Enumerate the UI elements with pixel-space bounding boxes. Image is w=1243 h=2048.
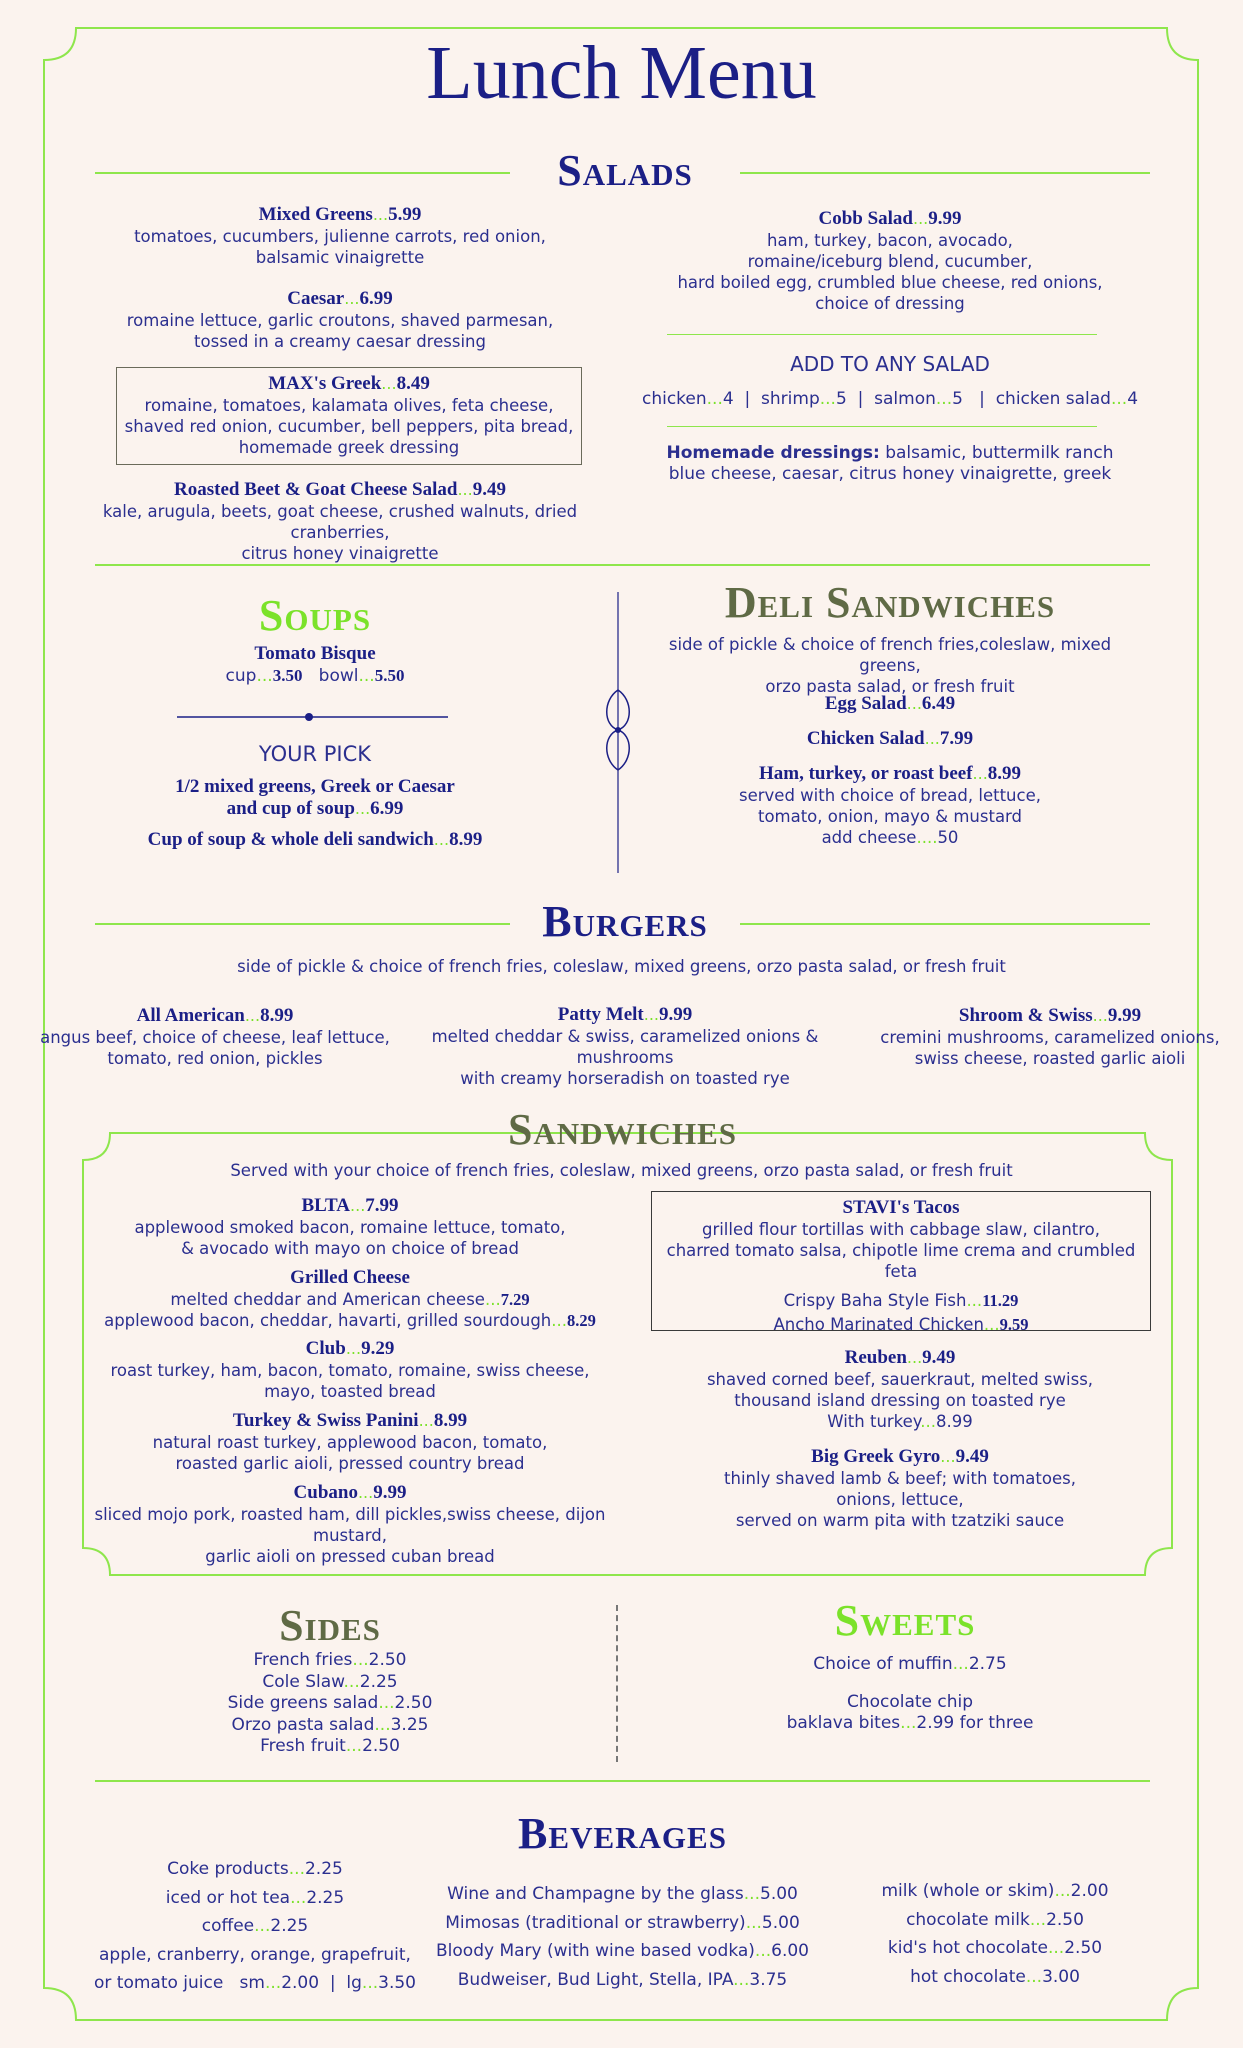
side-item: Orzo pasta salad...3.25 xyxy=(231,1714,429,1735)
beverages-heading: Beverages xyxy=(518,1809,727,1858)
add-rule-bottom xyxy=(667,426,1097,427)
beverage-item: milk (whole or skim)...2.00 xyxy=(881,1881,1109,1901)
sweets-baklava: Chocolate chip baklava bites...2.99 for three xyxy=(786,1692,1034,1733)
add-to-salad-heading: ADD TO ANY SALAD xyxy=(790,352,990,376)
beverage-item: Bloody Mary (with wine based vodka)...6.00 xyxy=(436,1941,809,1961)
rule-before-beverages xyxy=(95,1780,1150,1782)
your-pick-heading: YOUR PICK xyxy=(258,742,372,766)
burger-shroom-swiss: Shroom & Swiss...9.99 cremini mushrooms, caramelized onions, swiss cheese, roasted garlic aioli xyxy=(880,1005,1220,1068)
deli-ham-turkey: Ham, turkey, or roast beef...8.99 served with choice of bread, lettuce, tomato, onion, mayo & mustard add cheese....50 xyxy=(739,763,1041,847)
sweets-muffin: Choice of muffin...2.75 xyxy=(813,1654,1007,1674)
beverages-col-3 xyxy=(845,1877,1145,1991)
burgers-rule-right xyxy=(740,923,1150,925)
add-to-salad-options: chicken...4 | shrimp...5 | salmon...5 | chicken salad...4 xyxy=(641,389,1139,409)
add-rule-top xyxy=(667,334,1097,335)
beverage-item: chocolate milk...2.50 xyxy=(906,1909,1084,1930)
deli-chicken-salad: Chicken Salad...7.99 xyxy=(806,728,974,749)
side-item: Side greens salad...2.50 xyxy=(227,1693,433,1713)
sandwich-grilled-cheese: Grilled Cheese melted cheddar and American cheese...7.29 applewood bacon, cheddar, havarti, grilled sourdough...8.29 xyxy=(104,1267,596,1330)
rule-after-salads xyxy=(95,564,1150,566)
sandwich-club: Club...9.29 roast turkey, ham, bacon, tomato, romaine, swiss cheese, mayo, toasted bread xyxy=(110,1338,590,1401)
salad-mixed-greens: Mixed Greens...5.99 tomatoes, cucumbers, julienne carrots, red onion, balsamic vinaigrette xyxy=(134,204,546,267)
beverage-item: hot chocolate...3.00 xyxy=(910,1966,1080,1987)
salads-rule-right xyxy=(740,172,1150,174)
sandwiches-subtitle: Served with your choice of french fries, coleslaw, mixed greens, orzo pasta salad, or fresh fruit xyxy=(230,1161,1013,1180)
burgers-subtitle: side of pickle & choice of french fries, coleslaw, mixed greens, orzo pasta salad, or fresh fruit xyxy=(237,957,1006,976)
beverages-col-1 xyxy=(90,1855,420,1998)
side-item: Cole Slaw...2.25 xyxy=(262,1671,398,1692)
sandwich-blta: BLTA...7.99 applewood smoked bacon, romaine lettuce, tomato, & avocado with mayo on choice of bread xyxy=(134,1195,566,1258)
soup-tomato-bisque: Tomato Bisque cup...3.50 bowl...5.50 xyxy=(225,643,405,686)
beverage-item: coffee...2.25 xyxy=(201,1916,309,1936)
beverage-item: kid's hot chocolate...2.50 xyxy=(887,1938,1103,1958)
sandwich-cubano: Cubano...9.99 sliced mojo pork, roasted ham, dill pickles,swiss cheese, dijon mustard, garlic aioli on pressed cuban bread xyxy=(94,1482,606,1566)
sandwich-turkey-swiss-panini: Turkey & Swiss Panini...8.99 natural roast turkey, applewood bacon, tomato, roasted garlic aioli, pressed country bread xyxy=(152,1410,548,1473)
stavis-tacos-box: STAVI's Tacos grilled flour tortillas with cabbage slaw, cilantro, charred tomato salsa, chipotle lime crema and crumbled feta Crispy Baha Style Fish...11.29 Ancho Marinated Chicken...9.59 xyxy=(651,1191,1151,1331)
burgers-rule-left xyxy=(95,923,510,925)
beverages-col-2 xyxy=(430,1880,815,1994)
soup-deli-combo: Cup of soup & whole deli sandwich...8.99 xyxy=(147,829,483,850)
soups-heading: Soups xyxy=(258,591,372,640)
sides-list xyxy=(180,1650,480,1758)
your-pick-combo: 1/2 mixed greens, Greek or Caesar and cup of soup...6.99 xyxy=(175,776,455,819)
beverage-item: or tomato juice sm...2.00 | lg...3.50 xyxy=(93,1973,416,1993)
salad-cobb: Cobb Salad...9.99 ham, turkey, bacon, avocado, romaine/iceburg blend, cucumber, hard boiled egg, crumbled blue cheese, red onions, choice of dressing xyxy=(677,208,1103,313)
deli-egg-salad: Egg Salad...6.49 xyxy=(824,693,956,714)
salads-heading: Salads xyxy=(557,146,693,195)
salads-rule-left xyxy=(95,172,510,174)
beverage-item: Mimosas (traditional or strawberry)...5.00 xyxy=(445,1912,800,1933)
salad-roasted-beet: Roasted Beet & Goat Cheese Salad...9.49 kale, arugula, beets, goat cheese, crushed walnuts, dried cranberries, citrus honey vinaigrette xyxy=(102,479,578,563)
burger-all-american: All American...8.99 angus beef, choice of cheese, leaf lettuce, tomato, red onion, pickles xyxy=(40,1005,390,1068)
beverage-item: Budweiser, Bud Light, Stella, IPA...3.75 xyxy=(457,1969,788,1990)
sides-sweets-divider xyxy=(616,1605,618,1762)
beverage-item: apple, cranberry, orange, grapefruit, xyxy=(99,1944,411,1965)
sandwich-big-greek-gyro: Big Greek Gyro...9.49 thinly shaved lamb & beef; with tomatoes, onions, lettuce, served on warm pita with tzatziki sauce xyxy=(724,1446,1076,1530)
burgers-heading: Burgers xyxy=(542,897,708,946)
salad-caesar: Caesar...6.99 romaine lettuce, garlic croutons, shaved parmesan, tossed in a creamy caesar dressing xyxy=(126,288,554,351)
ornament-divider xyxy=(598,590,638,875)
soup-divider xyxy=(175,710,450,724)
homemade-dressings: Homemade dressings: balsamic, buttermilk ranch blue cheese, caesar, citrus honey vinaigrette, greek xyxy=(666,443,1114,484)
sides-heading: Sides xyxy=(279,1601,381,1650)
burger-patty-melt: Patty Melt...9.99 melted cheddar & swiss, caramelized onions & mushrooms with creamy horseradish on toasted rye xyxy=(431,1004,819,1088)
menu-title: Lunch Menu xyxy=(426,31,817,115)
beverage-item: Wine and Champagne by the glass...5.00 xyxy=(447,1884,798,1904)
deli-heading: Deli Sandwiches xyxy=(724,578,1056,627)
sweets-heading: Sweets xyxy=(834,1596,976,1645)
deli-subtitle: side of pickle & choice of french fries,coleslaw, mixed greens, orzo pasta salad, or fresh fruit xyxy=(668,635,1112,696)
beverage-item: Coke products...2.25 xyxy=(167,1859,343,1879)
side-item: French fries...2.50 xyxy=(253,1650,407,1670)
beverage-item: iced or hot tea...2.25 xyxy=(165,1887,345,1908)
sandwiches-heading: Sandwiches xyxy=(507,1105,738,1154)
salad-maxs-greek-box: MAX's Greek...8.49 romaine, tomatoes, kalamata olives, feta cheese, shaved red onion, cucumber, bell peppers, pita bread, homemade greek dressing xyxy=(116,367,582,465)
side-item: Fresh fruit...2.50 xyxy=(260,1736,400,1756)
sandwich-reuben: Reuben...9.49 shaved corned beef, sauerkraut, melted swiss, thousand island dressing on toasted rye With turkey...8.99 xyxy=(706,1347,1094,1431)
